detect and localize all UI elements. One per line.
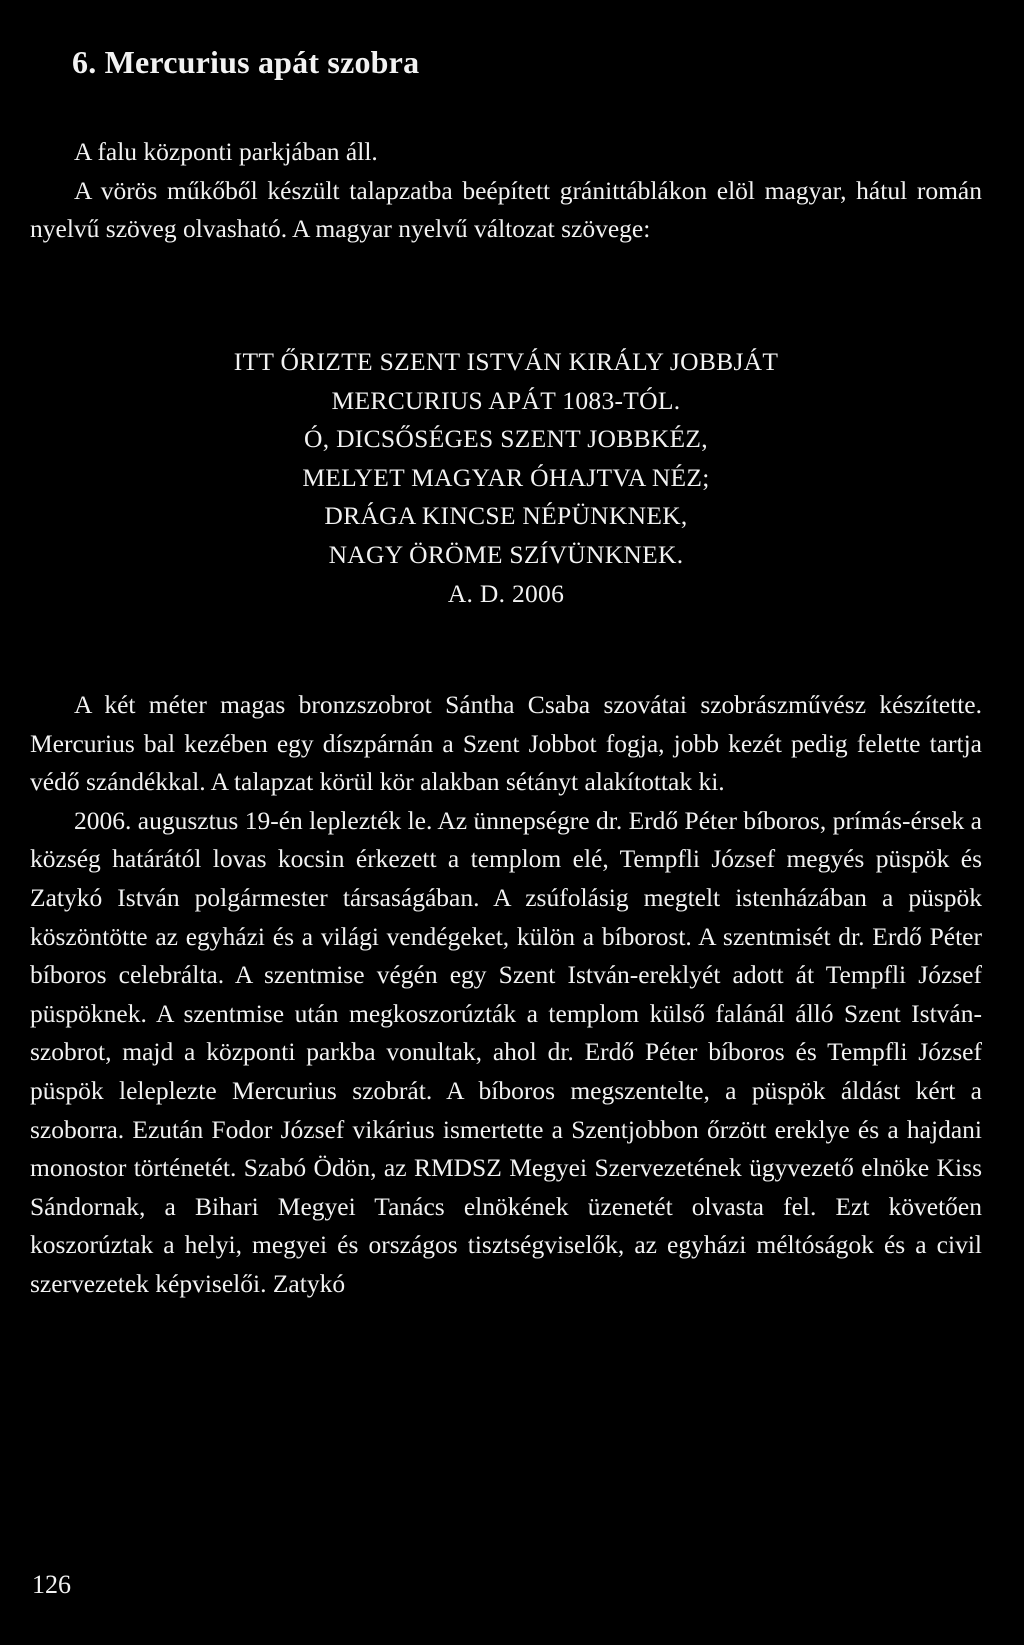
- inscription-line: MELYET MAGYAR ÓHAJTVA NÉZ;: [302, 462, 710, 492]
- inscription-line: NAGY ÖRÖME SZÍVÜNKNEK.: [328, 539, 684, 569]
- monument-inscription: [30, 343, 982, 613]
- intro-paragraph: A falu központi parkjában áll.: [74, 137, 378, 166]
- inscription-line: ITT ŐRIZTE SZENT ISTVÁN KIRÁLY JOBBJÁT: [233, 347, 779, 376]
- inscription-line: DRÁGA KINCSE NÉPÜNKNEK,: [324, 501, 688, 531]
- intro-text: [30, 133, 982, 249]
- section-heading: 6. Mercurius apát szobra: [72, 44, 420, 80]
- body-text: [30, 686, 982, 1304]
- body-paragraph: A két méter magas bronzszobrot Sántha Csaba szovátai szobrászművész készítette. Mercurius bal kezében egy díszpárnán a Szent Jobbot fogja, jobb kezét pedig felette tartja védő szándékkal. A talapzat körül kör alakban sétányt alakítottak ki.: [30, 690, 982, 797]
- body-paragraph: 2006. augusztus 19-én leplezték le. Az ünnepségre dr. Erdő Péter bíboros, prímás-érsek a község határától lovas kocsin érkezett a templom elé, Tempfli József megyés püspök és Zatykó István polgármester társaságában. A zsúfolásig megtelt istenházában a püspök köszöntötte az egyházi és a világi vendégeket, külön a bíborost. A szentmisét dr. Erdő Péter bíboros celebrálta. A szentmise végén egy Szent István-ereklyét adott át Tempfli József püspöknek. A szentmise után megkoszorúzták a templom külső falánál álló Szent István-szobrot, majd a központi parkba vonultak, ahol dr. Erdő Péter bíboros és Tempfli József püspök leleplezte Mercurius szobrát. A bíboros megszentelte, a püspök áldást kért a szoborra. Ezután Fodor József vikárius ismertette a Szentjobbon őrzött ereklye és a hajdani monostor történetét. Szabó Ödön, az RMDSZ Megyei Szervezetének ügyvezető elnöke Kiss Sándornak, a Bihari Megyei Tanács elnökének üzenetét olvasta fel. Ezt követően koszorúztak a helyi, megyei és országos tisztségviselők, az egyházi méltóságok és a civil szervezetek képviselői. Zatykó: [30, 805, 982, 1298]
- intro-paragraph: A vörös műkőből készült talapzatba beépített gránittáblákon elöl magyar, hátul román nyelvű szöveg olvasható. A magyar nyelvű változat szövege:: [30, 175, 982, 244]
- inscription-line: Ó, DICSŐSÉGES SZENT JOBBKÉZ,: [304, 424, 708, 454]
- inscription-line: A. D. 2006: [447, 578, 565, 608]
- inscription-line: MERCURIUS APÁT 1083-TÓL.: [331, 385, 681, 415]
- page-number: 126: [32, 1570, 71, 1599]
